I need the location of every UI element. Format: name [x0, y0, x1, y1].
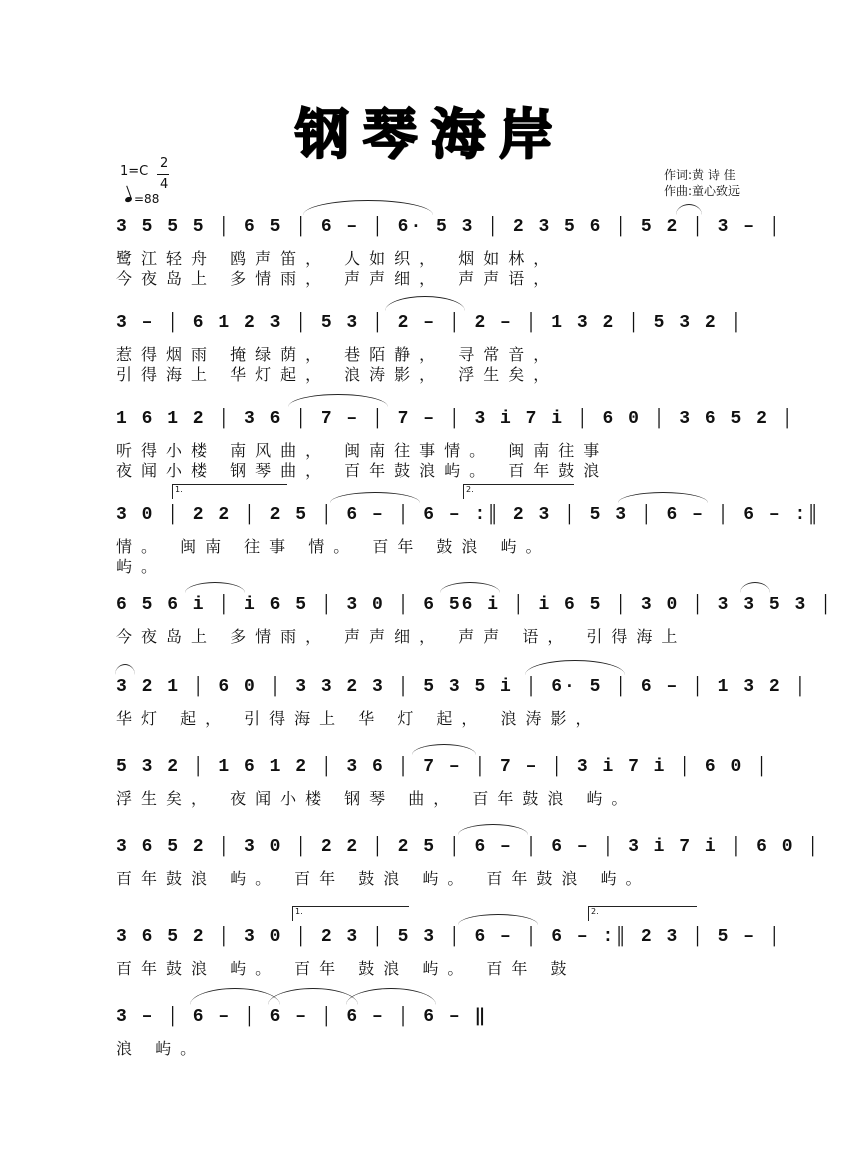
score-system-2 [0, 310, 862, 400]
tempo-value: =88 [134, 192, 160, 206]
lyrics-verse-1: 听得小楼 南风曲， 闽南往事情。 闽南往事 [116, 441, 609, 460]
notation-line: 3 5 5 5 │ 6 5 │ 6 – │ 6· 5 3 │ 2 3 5 6 │ 5 2 │ 3 – │ [116, 217, 782, 237]
score-system-1 [0, 214, 862, 304]
lyrics-verse-1: 百年鼓浪 屿。 百年 鼓浪 屿。 百年 鼓 [116, 959, 576, 978]
meter-numerator: 2 [160, 156, 169, 171]
lyrics-verse-2: 夜闻小楼 钢琴曲， 百年鼓浪屿。 百年鼓浪 [116, 461, 609, 480]
notation-line: 6 5 6 i │ i 6 5 │ 3 0 │ 6 56 i │ i 6 5 │ 3 0 │ 3 3 5 3 │ [116, 595, 833, 615]
key-signature: 1=C [120, 164, 149, 179]
score-system-4 [0, 485, 862, 592]
meter-denominator: 4 [160, 177, 169, 192]
page-title: 钢琴海岸 [295, 102, 567, 166]
lyrics-verse-1: 浮生矣， 夜闻小楼 钢琴 曲， 百年鼓浪 屿。 [116, 789, 637, 808]
lyrics-verse-1: 鹭江轻舟 鸥声笛， 人如织， 烟如林， [116, 249, 559, 268]
lyrics-verse-2: 屿。 [116, 557, 167, 576]
second-ending-bracket: 2. [463, 484, 574, 499]
lyrics-verse-1: 情。 闽南 往事 情。 百年 鼓浪 屿。 [116, 537, 551, 556]
lyrics-verse-1: 惹得烟雨 掩绿荫， 巷陌静， 寻常音， [116, 345, 559, 364]
notation-line: 3 – │ 6 – │ 6 – │ 6 – │ 6 – ‖ [116, 1007, 488, 1027]
lyrics-verse-1: 浪 屿。 [116, 1039, 206, 1058]
lyrics-verse-1: 今夜岛上 多情雨， 声声细， 声声 语， 引得海上 [116, 627, 687, 646]
lyrics-verse-2: 引得海上 华灯起， 浪涛影， 浮生矣， [116, 365, 559, 384]
tempo-marking [125, 192, 159, 206]
notation-line: 1 6 1 2 │ 3 6 │ 7 – │ 7 – │ 3 i 7 i │ 6 0 │ 3 6 5 2 │ [116, 409, 795, 429]
notation-line: 3 2 1 │ 6 0 │ 3 3 2 3 │ 5 3 5 i │ 6· 5 │ 6 – │ 1 3 2 │ [116, 677, 808, 697]
notation-line: 5 3 2 │ 1 6 1 2 │ 3 6 │ 7 – │ 7 – │ 3 i 7 i │ 6 0 │ [116, 757, 769, 777]
lyrics-verse-2: 今夜岛上 多情雨， 声声细， 声声语， [116, 269, 559, 288]
second-ending-bracket: 2. [588, 906, 697, 921]
slur [303, 200, 433, 215]
notation-line: 3 6 5 2 │ 3 0 │ 2 3 │ 5 3 │ 6 – │ 6 – :║ 2 3 │ 5 – │ [116, 927, 782, 947]
notation-line: 3 0 │ 2 2 │ 2 5 │ 6 – │ 6 – :║ 2 3 │ 5 3 │ 6 – │ 6 – :║ [116, 505, 821, 525]
meter-divider [157, 174, 169, 175]
composer-credit: 作曲:童心致远 [664, 184, 741, 198]
lyricist-credit: 作词:黄 诗 佳 [664, 168, 736, 182]
notation-line: 3 6 5 2 │ 3 0 │ 2 2 │ 2 5 │ 6 – │ 6 – │ 3 i 7 i │ 6 0 │ [116, 837, 821, 857]
score-system-7 [0, 754, 862, 844]
lyrics-verse-1: 华灯 起， 引得海上 华 灯 起， 浪涛影， [116, 709, 601, 728]
first-ending-bracket: 1. [172, 484, 287, 499]
quarter-note-icon [124, 196, 132, 203]
score-system-10 [0, 1004, 862, 1094]
score-system-3 [0, 406, 862, 496]
score-system-8 [0, 834, 862, 924]
lyrics-verse-1: 百年鼓浪 屿。 百年 鼓浪 屿。 百年鼓浪 屿。 [116, 869, 651, 888]
first-ending-bracket: 1. [292, 906, 409, 921]
notation-line: 3 – │ 6 1 2 3 │ 5 3 │ 2 – │ 2 – │ 1 3 2 │ 5 3 2 │ [116, 313, 744, 333]
